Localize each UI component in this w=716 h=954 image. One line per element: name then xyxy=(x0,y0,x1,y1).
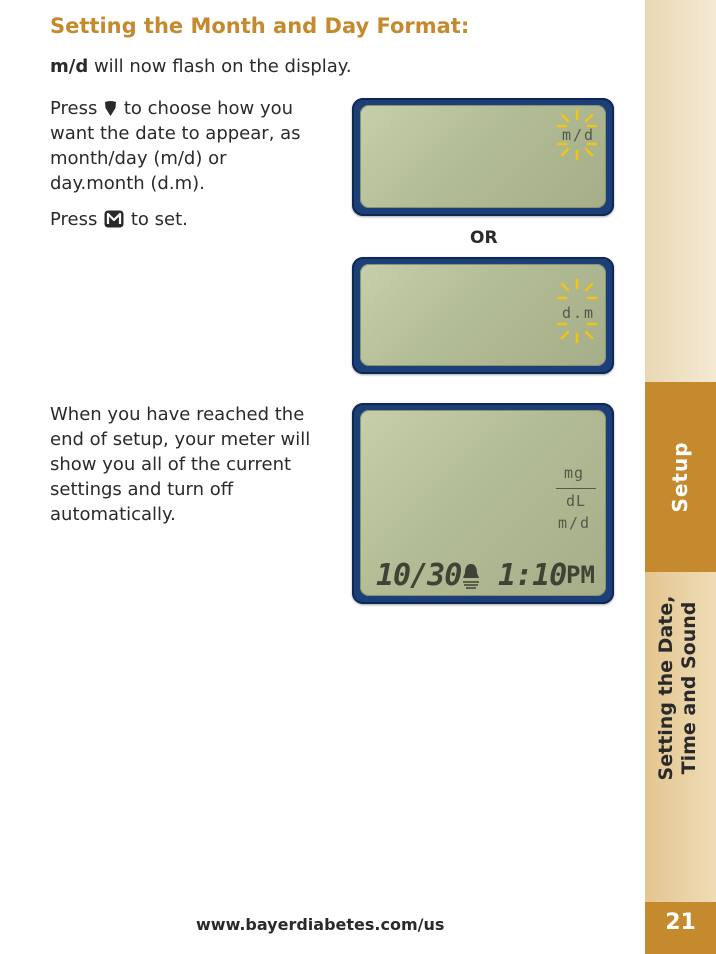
flash-instruction-text: will now flash on the display. xyxy=(88,56,352,77)
format-readout: m/d xyxy=(562,126,596,144)
instruction-end-of-setup: When you have reached the end of setup, your meter will show you all of the current settings and turn off automatically. xyxy=(50,404,311,525)
chapter-sidebar xyxy=(645,0,716,954)
unit-denominator: dL xyxy=(566,492,587,510)
format-code: m/d xyxy=(50,56,89,77)
flash-instruction xyxy=(50,56,352,77)
chapter-label-line1: Setting the Date, xyxy=(655,595,677,781)
meter-display-summary xyxy=(352,403,614,604)
or-separator: OR xyxy=(470,228,498,248)
instruction-choose-format xyxy=(50,96,320,196)
chapter-label xyxy=(655,596,701,781)
lcd-screen xyxy=(360,410,606,596)
page-number: 21 xyxy=(665,910,696,935)
down-button-icon xyxy=(104,101,117,117)
meter-display-dm xyxy=(352,257,614,374)
instruction-set xyxy=(50,207,188,232)
instruction-choose-format-text: to choose how you want the date to appear, as month/day (m/d) or day.month (d.m). xyxy=(50,98,301,194)
lcd-screen xyxy=(360,105,606,208)
press-label: Press xyxy=(50,98,98,119)
unit-fraction-line xyxy=(556,488,596,489)
instruction-set-text: to set. xyxy=(130,209,188,230)
lcd-screen xyxy=(360,264,606,366)
unit-numerator: mg xyxy=(564,464,585,482)
ampm-readout: PM xyxy=(566,561,595,589)
format-readout: m/d xyxy=(558,514,592,532)
time-readout: 1:10 xyxy=(498,558,567,593)
format-readout: d.m xyxy=(562,304,596,322)
chapter-label-line2: Time and Sound xyxy=(678,601,700,775)
menu-button-icon xyxy=(104,210,124,228)
section-heading: Setting the Month and Day Format: xyxy=(50,14,470,38)
sidebar-top-band xyxy=(645,0,716,382)
meter-display-md xyxy=(352,98,614,216)
sound-bell-icon xyxy=(460,562,482,590)
press-label: Press xyxy=(50,209,98,230)
section-label: Setup xyxy=(668,441,692,513)
footer-url[interactable]: www.bayerdiabetes.com/us xyxy=(196,915,445,934)
date-readout: 10/30 xyxy=(376,558,462,593)
